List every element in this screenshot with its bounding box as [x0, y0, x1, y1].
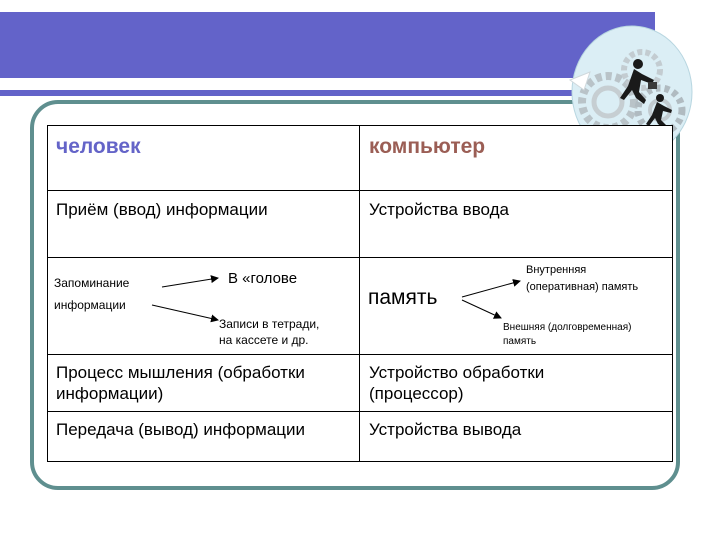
column-header-human: человек	[56, 135, 141, 158]
note-internal-memory-line1: Внутренняя	[526, 264, 587, 276]
cell-memorization-line2: информации	[54, 298, 126, 312]
note-notebook-line1: Записи в тетради,	[219, 317, 320, 331]
cell-thinking-line1: Процесс мышления (обработки	[56, 363, 305, 382]
row-divider	[47, 354, 673, 355]
cell-processor-line2: (процессор)	[369, 384, 464, 403]
row-divider	[47, 257, 673, 258]
note-external-memory-line1: Внешняя (долговременная)	[503, 322, 632, 333]
note-internal-memory-line2: (оперативная) память	[526, 281, 639, 293]
cell-memorization-line1: Запоминание	[54, 276, 130, 290]
note-external-memory-line2: память	[503, 336, 537, 347]
cell-output-computer: Устройства вывода	[369, 420, 522, 439]
column-header-computer: компьютер	[369, 135, 486, 158]
row-divider	[47, 411, 673, 412]
cell-processor-line1: Устройство обработки	[369, 363, 545, 382]
row-divider	[47, 190, 673, 191]
note-notebook-line2: на кассете и др.	[219, 333, 309, 347]
header-band	[0, 12, 655, 78]
cell-output-human: Передача (вывод) информации	[56, 420, 306, 439]
cell-input-computer: Устройства ввода	[369, 200, 509, 219]
note-in-head: В «голове	[228, 270, 298, 287]
cell-memory-computer: память	[368, 286, 438, 309]
cell-input-human: Приём (ввод) информации	[56, 200, 268, 219]
header-rule	[0, 90, 640, 96]
cell-thinking-line2: информации)	[56, 384, 164, 403]
